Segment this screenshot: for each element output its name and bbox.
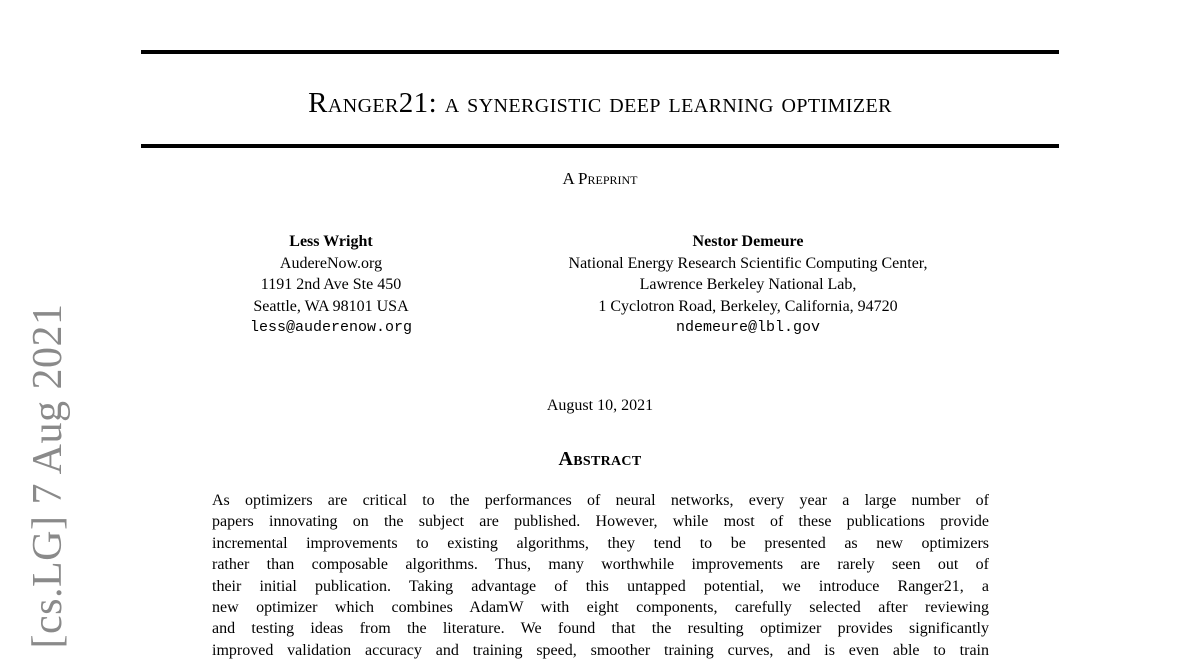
abstract-line: rather than composable algorithms. Thus, many worthwhile improvements are rarely seen out of (212, 556, 989, 574)
publication-date: August 10, 2021 (546, 397, 654, 414)
abstract-body (212, 490, 989, 661)
author-name: Less Wright (289, 233, 373, 250)
author-block-1 (201, 231, 461, 339)
abstract-line: their initial publication. Taking advantage of this untapped potential, we introduce Ranger21, a (212, 577, 989, 595)
abstract-line: and testing ideas from the literature. We found that the resulting optimizer provides significantly (212, 620, 989, 638)
abstract-heading: Abstract (558, 448, 642, 470)
abstract-line: incremental improvements to existing algorithms, they tend to be presented as new optimizers (212, 534, 989, 552)
author-affiliation-line: 1 Cyclotron Road, Berkeley, California, 94720 (598, 297, 898, 315)
author-affiliation-line: 1191 2nd Ave Ste 450 (260, 276, 402, 293)
title-rule-bottom (141, 144, 1059, 148)
preprint-label: A Preprint (562, 169, 638, 188)
paper-title: Ranger21: a synergistic deep learning optimizer (308, 87, 892, 119)
author-affiliation-line: National Energy Research Scientific Computing Center, (568, 254, 928, 272)
author-affiliation-line: Seattle, WA 98101 USA (253, 297, 409, 315)
author-email[interactable]: ndemeure@lbl.gov (675, 319, 821, 336)
abstract-line: improved validation accuracy and training speed, smoother training curves, and is even able to train (212, 641, 989, 659)
author-affiliation-line: Lawrence Berkeley National Lab, (639, 276, 857, 293)
arxiv-side-stamp: [cs.LG] 7 Aug 2021 (25, 303, 71, 649)
abstract-line: As optimizers are critical to the performances of neural networks, every year a large number of (212, 492, 989, 509)
author-name: Nestor Demeure (692, 233, 804, 250)
abstract-line: papers innovating on the subject are published. However, while most of these publications provide (212, 513, 989, 531)
author-affiliation-line: AudereNow.org (279, 254, 383, 272)
author-block-2 (498, 231, 998, 339)
abstract-line: new optimizer which combines AdamW with eight components, carefully selected after reviewing (212, 599, 989, 617)
title-rule-top (141, 50, 1059, 54)
author-email[interactable]: less@auderenow.org (249, 319, 413, 336)
